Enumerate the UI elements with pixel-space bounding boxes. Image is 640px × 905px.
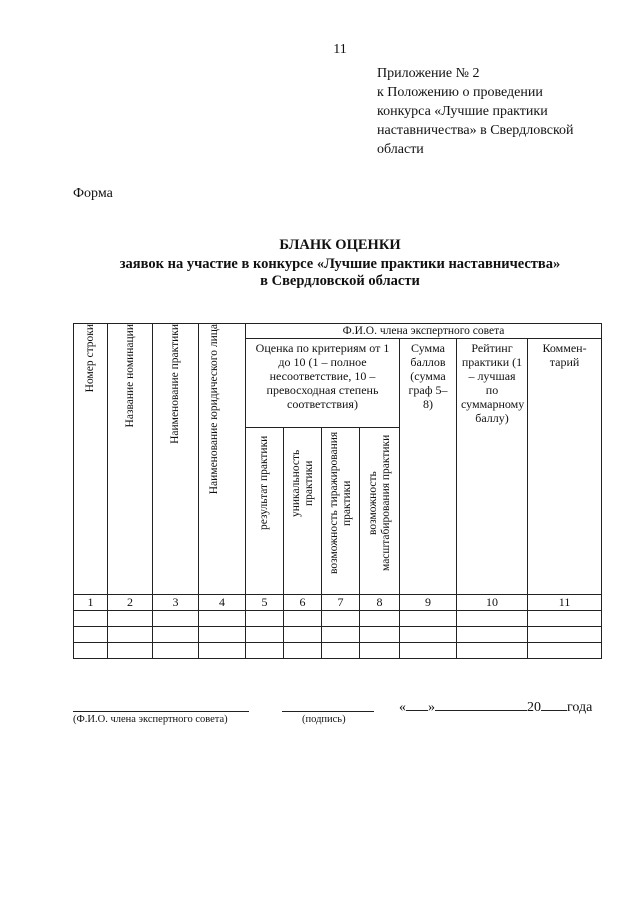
column-number: 2: [108, 595, 153, 611]
column-number: 9: [400, 595, 457, 611]
table-cell[interactable]: [360, 611, 400, 627]
document-subtitle-region: в Свердловской области: [260, 273, 420, 289]
col-header-legal-entity: Наименование юридического лица: [199, 324, 246, 595]
table-cell[interactable]: [246, 611, 284, 627]
column-number: 1: [74, 595, 108, 611]
column-number: 6: [284, 595, 322, 611]
date-field: [399, 697, 592, 716]
table-cell[interactable]: [74, 611, 108, 627]
expert-name-caption: (Ф.И.О. члена экспертного совета): [73, 714, 228, 725]
table-cell[interactable]: [322, 611, 360, 627]
table-cell[interactable]: [457, 627, 528, 643]
column-number: 3: [153, 595, 199, 611]
appendix-line: области: [377, 142, 424, 157]
appendix-line: наставничества» в Свердловской: [377, 123, 574, 138]
col-header-criterion-replication: возможность тиражирования практики: [322, 428, 360, 595]
table-cell[interactable]: [284, 611, 322, 627]
day-blank[interactable]: [406, 697, 428, 711]
table-cell[interactable]: [360, 627, 400, 643]
column-number: 5: [246, 595, 284, 611]
table-row: [74, 627, 602, 643]
signature-line[interactable]: [282, 711, 374, 712]
year-suffix: года: [567, 700, 593, 715]
form-label: Форма: [73, 186, 113, 201]
col-header-criterion-uniqueness: уникальность практики: [284, 428, 322, 595]
expert-name-signature-line[interactable]: [73, 711, 249, 712]
table-cell[interactable]: [74, 627, 108, 643]
table-cell[interactable]: [153, 611, 199, 627]
table-cell[interactable]: [400, 643, 457, 659]
table-cell[interactable]: [246, 627, 284, 643]
year-blank[interactable]: [541, 697, 567, 711]
table-cell[interactable]: [400, 611, 457, 627]
date-quote-open: «: [399, 700, 406, 715]
table-cell[interactable]: [199, 627, 246, 643]
column-number-row: [74, 595, 602, 611]
table-cell[interactable]: [457, 643, 528, 659]
year-prefix: 20: [527, 700, 541, 715]
col-header-nomination: Название номинации: [108, 324, 153, 595]
table-cell[interactable]: [284, 627, 322, 643]
expert-name-header: Ф.И.О. члена экспертного совета: [246, 324, 602, 339]
table-cell[interactable]: [199, 611, 246, 627]
table-cell[interactable]: [246, 643, 284, 659]
table-cell[interactable]: [400, 627, 457, 643]
appendix-header: [377, 64, 627, 159]
table-cell[interactable]: [153, 643, 199, 659]
table-cell[interactable]: [457, 611, 528, 627]
col-header-criterion-result: результат практики: [246, 428, 284, 595]
appendix-line: к Положению о проведении: [377, 85, 543, 100]
table-cell[interactable]: [108, 611, 153, 627]
table-cell[interactable]: [322, 627, 360, 643]
column-number: 11: [528, 595, 602, 611]
signature-caption: (подпись): [302, 714, 346, 725]
comment-header: Коммен-тарий: [528, 339, 602, 595]
col-header-practice-name: Наименование практики: [153, 324, 199, 595]
table-cell[interactable]: [528, 627, 602, 643]
table-cell[interactable]: [199, 643, 246, 659]
table-cell[interactable]: [528, 643, 602, 659]
table-cell[interactable]: [108, 627, 153, 643]
date-quote-close: »: [428, 700, 435, 715]
table-cell[interactable]: [108, 643, 153, 659]
column-number: 10: [457, 595, 528, 611]
table-row: [74, 643, 602, 659]
page-number: 11: [333, 42, 347, 57]
table-cell[interactable]: [322, 643, 360, 659]
appendix-line: конкурса «Лучшие практики: [377, 104, 548, 119]
criteria-header: Оценка по критериям от 1 до 10 (1 – полное несоответствие, 10 – превосходная степень соответствия): [246, 339, 400, 428]
col-header-criterion-scaling: возможность масштабирования практики: [360, 428, 400, 595]
evaluation-table: [73, 323, 602, 659]
table-cell[interactable]: [528, 611, 602, 627]
table-cell[interactable]: [153, 627, 199, 643]
sum-header: Сумма баллов (сумма граф 5–8): [400, 339, 457, 595]
column-number: 8: [360, 595, 400, 611]
document-title: БЛАНК ОЦЕНКИ: [279, 237, 401, 253]
document-subtitle: заявок на участие в конкурсе «Лучшие практики наставничества»: [119, 256, 561, 272]
appendix-line: Приложение № 2: [377, 66, 480, 81]
column-number: 4: [199, 595, 246, 611]
table-cell[interactable]: [74, 643, 108, 659]
table-row: [74, 611, 602, 627]
table-cell[interactable]: [360, 643, 400, 659]
col-header-row-number: Номер строки: [74, 324, 108, 595]
rating-header: Рейтинг практики (1 – лучшая по суммарному баллу): [457, 339, 528, 595]
month-blank[interactable]: [435, 697, 527, 711]
column-number: 7: [322, 595, 360, 611]
table-cell[interactable]: [284, 643, 322, 659]
